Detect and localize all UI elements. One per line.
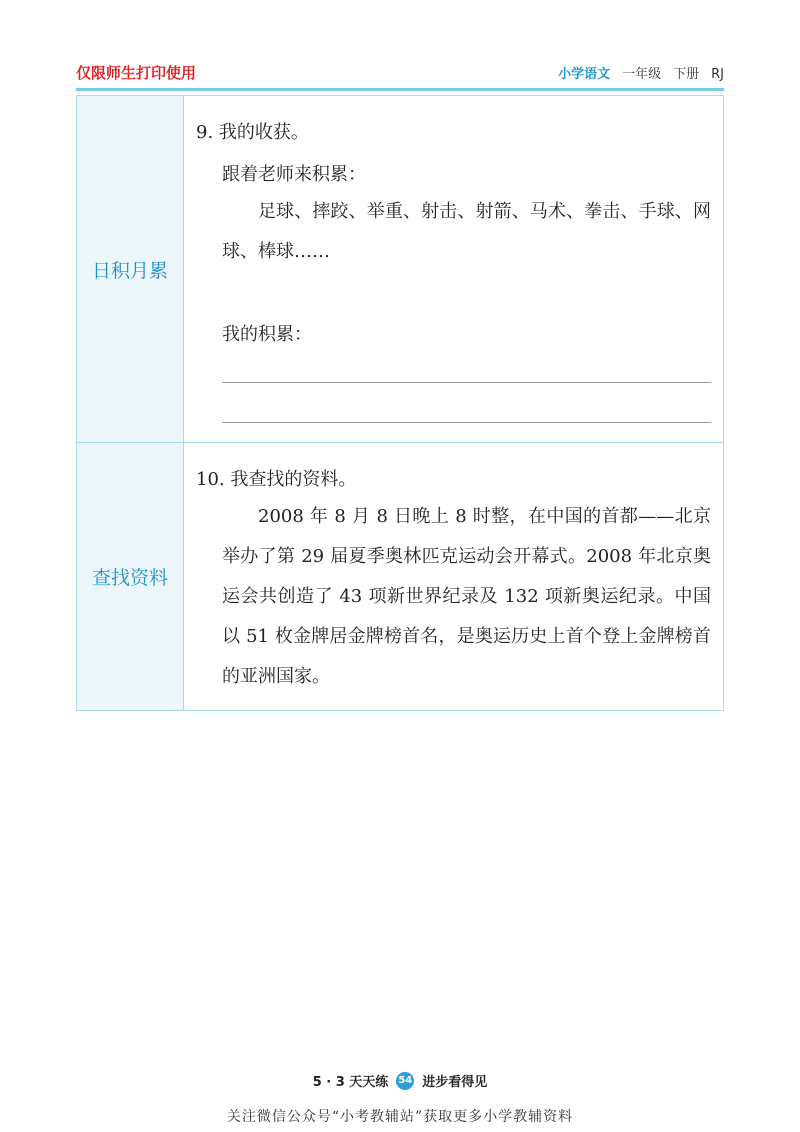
question-title: 9. 我的收获。 — [196, 122, 309, 143]
header-divider — [76, 88, 724, 91]
subject-label: 小学语文 — [558, 67, 611, 82]
footer-brand: 5 · 3 天天练 — [312, 1075, 389, 1090]
follow-teacher-label: 跟着老师来积累： — [222, 164, 366, 185]
print-restriction-label: 仅限师生打印使用 — [76, 64, 197, 82]
term-label: 下册 — [673, 67, 700, 82]
page-number: 54 — [396, 1072, 414, 1090]
book-info — [558, 63, 724, 82]
exercise-table — [76, 95, 724, 711]
section-content — [184, 443, 723, 710]
section-daily-accumulation — [77, 96, 723, 443]
answer-line-1[interactable] — [222, 382, 711, 383]
answer-line-2[interactable] — [222, 422, 711, 423]
page-footer — [0, 1071, 800, 1090]
question-title: 10. 我查找的资料。 — [196, 469, 357, 490]
accumulation-list: 足球、摔跤、举重、射击、射箭、马术、拳击、手球、网球、棒球…… — [222, 201, 711, 262]
grade-label: 一年级 — [622, 67, 662, 82]
section-research — [77, 443, 723, 710]
section-content — [184, 96, 723, 442]
footer-slogan: 进步看得见 — [422, 1075, 488, 1090]
my-accumulation-label: 我的积累： — [222, 324, 312, 345]
edition-label: RJ — [711, 67, 724, 82]
bottom-note: 关注微信公众号“小考教辅站”获取更多小学教辅资料 — [226, 1109, 574, 1125]
section-label: 查找资料 — [77, 443, 184, 710]
section-label: 日积月累 — [77, 96, 184, 442]
research-paragraph: 2008 年 8 月 8 日晚上 8 时整，在中国的首都——北京举办了第 29 届夏季奥林匹克运动会开幕式。2008 年北京奥运会共创造了 43 项新世界纪录及 132 项新奥运纪录。中国以 51 枚金牌居金牌榜首名，是奥运历史上首个登上金牌榜首的亚洲国家。 — [222, 506, 711, 687]
